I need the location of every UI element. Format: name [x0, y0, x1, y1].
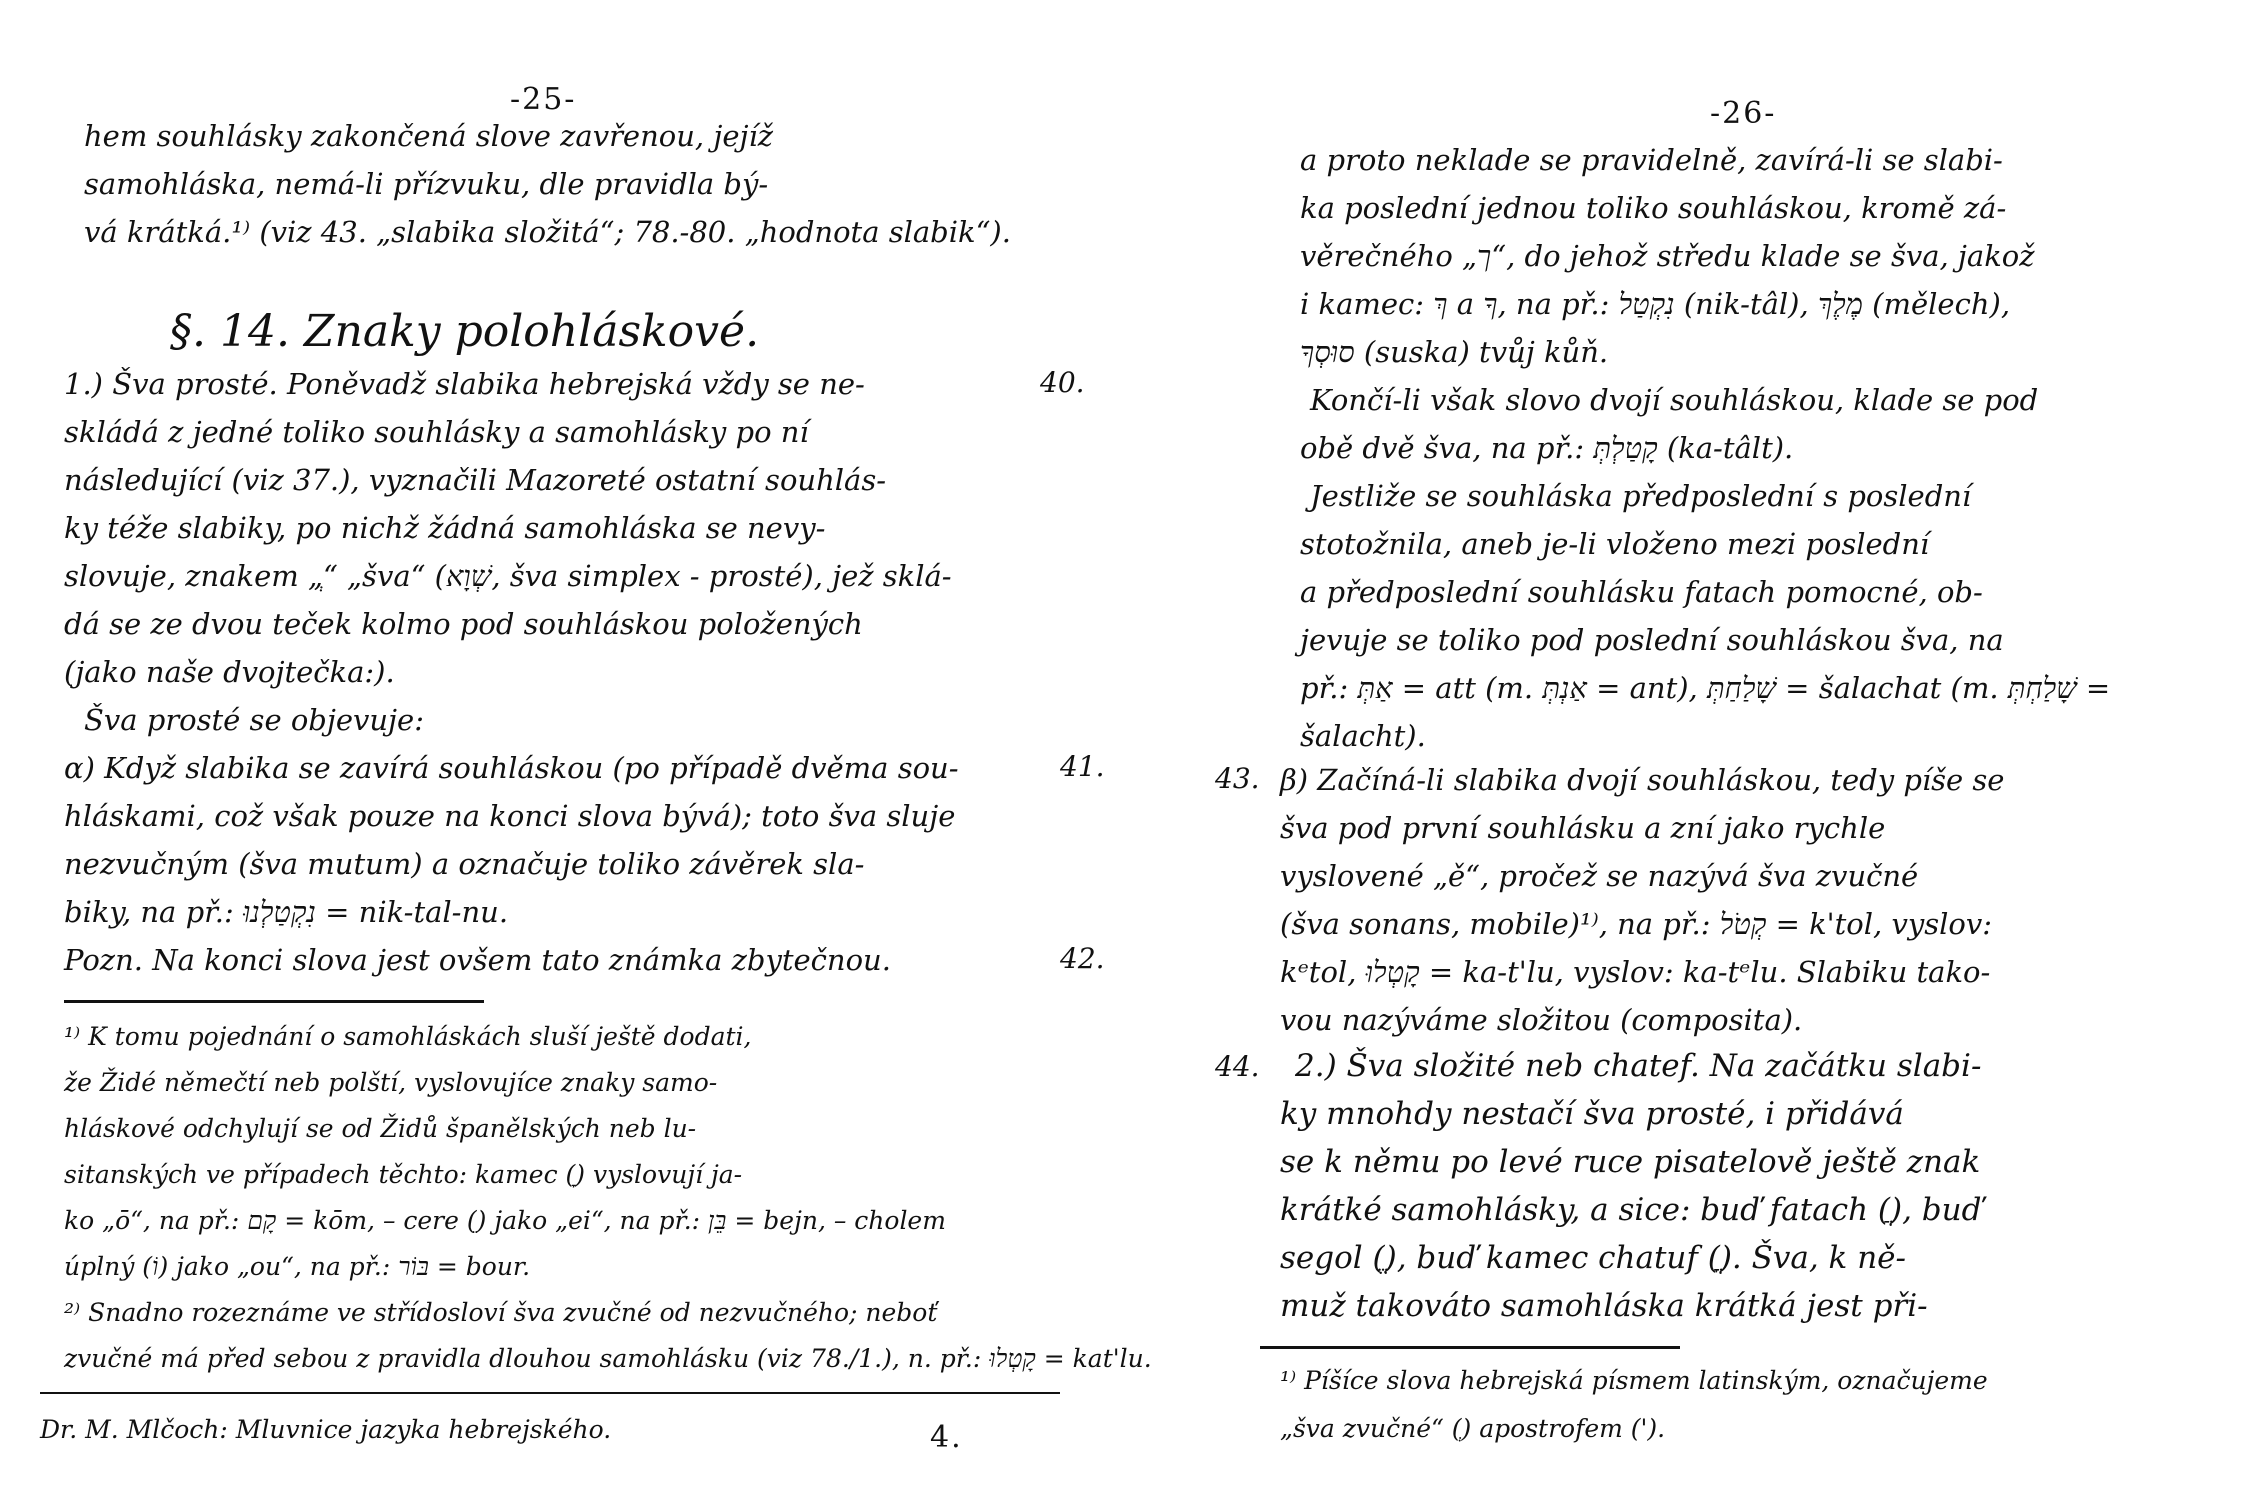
page-number-right: -26-	[1710, 96, 1777, 131]
text-line: ka poslední jednou toliko souhláskou, kromě zá-	[1300, 191, 2007, 225]
text-line: věrečného „ך“, do jehož středu klade se šva, jakož	[1300, 239, 2035, 273]
text-line: i kamec: ךְ a ךָ, na př.: נִקְטַל (nik-tâl), מֶלֶךְ (mělech),	[1300, 287, 2011, 321]
footnote-line: sitanských ve případech těchto: kamec (ָ) vyslovují ja-	[64, 1160, 743, 1189]
text-line: vou nazýváme složitou (composita).	[1280, 1003, 1803, 1037]
footnote-line: ²⁾ Snadno rozeznáme ve střídosloví šva zvučné od nezvučného; neboť	[64, 1298, 938, 1327]
margin-number: 44.	[1215, 1050, 1260, 1083]
bottom-rule	[40, 1392, 1060, 1394]
text-line: hem souhlásky zakončená slove zavřenou, jejíž	[84, 119, 774, 153]
text-line: (jako naše dvojtečka:).	[64, 655, 395, 689]
text-line: Šva prosté se objevuje:	[84, 703, 424, 737]
text-line: nezvučným (šva mutum) a označuje toliko závěrek sla-	[64, 847, 865, 881]
text-line: stotožnila, aneb je-li vloženo mezi poslední	[1300, 527, 1930, 561]
text-line: následující (viz 37.), vyznačili Mazoreté ostatní souhlás-	[64, 463, 886, 497]
right-page	[1130, 0, 2260, 1500]
text-line: Končí-li však slovo dvojí souhláskou, klade se pod	[1310, 383, 2039, 417]
text-line: se k němu po levé ruce pisatelově ještě znak	[1280, 1144, 1981, 1180]
author-signature: Dr. M. Mlčoch: Mluvnice jazyka hebrejského.	[40, 1415, 612, 1444]
text-line: (šva sonans, mobile)¹⁾, na př.: קְטֹל = k'tol, vyslov:	[1280, 907, 1993, 941]
margin-number: 43.	[1215, 762, 1260, 795]
text-line: skládá z jedné toliko souhlásky a samohlásky po ní	[64, 415, 809, 449]
text-line: biky, na př.: נִקְטַלְנוּ = nik-tal-nu.	[64, 895, 509, 929]
section-heading: §. 14. Znaky polohláskové.	[170, 306, 760, 357]
footnote-rule	[64, 1000, 484, 1003]
footnote-line: hláskové odchylují se od Židů španělských neb lu-	[64, 1114, 697, 1143]
margin-number: 41.	[1060, 750, 1105, 783]
text-line: ky mnohdy nestačí šva prosté, i přidává	[1280, 1096, 1904, 1132]
text-line: slovuje, znakem „ְ“ „šva“ (שְׁוָא, šva simplex - prosté), jež sklá-	[64, 559, 952, 593]
footnote-line: úplný (וֹ) jako „ou“, na př.: בּוֹר = bour.	[64, 1252, 531, 1281]
text-line: jevuje se toliko pod poslední souhláskou šva, na	[1300, 623, 2004, 657]
footnote-line: ¹⁾ K tomu pojednání o samohláskách sluší ještě dodati,	[64, 1022, 752, 1051]
text-line: vá krátká.¹⁾ (viz 43. „slabika složitá“; 78.-80. „hodnota slabik“).	[84, 215, 1011, 249]
text-line: hláskami, což však pouze na konci slova bývá); toto šva sluje	[64, 799, 956, 833]
text-line: ky téže slabiky, po nichž žádná samohláska se nevy-	[64, 511, 826, 545]
text-line: Jestliže se souhláska předposlední s poslední	[1310, 479, 1972, 513]
text-line: 1.) Šva prosté. Poněvadž slabika hebrejská vždy se ne-	[64, 367, 865, 401]
text-line: segol (ֱ), buď kamec chatuf (ֳ). Šva, k ně-	[1280, 1240, 1906, 1276]
text-line: př.: אַתְּ = att (m. אַנְתְּ = ant), שָׁלַחַתְּ = šalachat (m. שָׁלַחְתְּ =	[1300, 671, 2111, 705]
text-line: kᵉtol, קָטְלוּ = ka-t'lu, vyslov: ka-tᵉlu. Slabiku tako-	[1280, 955, 1991, 989]
text-line: a předposlední souhlásku fatach pomocné, ob-	[1300, 575, 1983, 609]
page-number-left: -25-	[510, 82, 577, 117]
footnote-line: zvučné má před sebou z pravidla dlouhou samohlásku (viz 78./1.), n. př.: קָטְלוּ = kat'lu.	[64, 1344, 1152, 1373]
text-line: šva pod první souhlásku a zní jako rychle	[1280, 811, 1886, 845]
text-line: muž takováto samohláska krátká jest při-	[1280, 1288, 1928, 1324]
text-line: šalacht).	[1300, 719, 1426, 753]
footnote-line: ¹⁾ Píšíce slova hebrejská písmem latinským, označujeme	[1280, 1366, 1988, 1395]
footnote-line: že Židé němečtí neb polští, vyslovujíce znaky samo-	[64, 1068, 718, 1097]
text-line: a proto neklade se pravidelně, zavírá-li se slabi-	[1300, 143, 2003, 177]
text-line: α) Když slabika se zavírá souhláskou (po případě dvěma sou-	[64, 751, 959, 785]
sheet-number: 4.	[930, 1420, 963, 1455]
footnote-line: ko „ō“, na př.: קָם = kōm, – cere (ֵ) jako „ei“, na př.: בֵּן = bejn, – cholem	[64, 1206, 946, 1235]
text-line: Pozn. Na konci slova jest ovšem tato známka zbytečnou.	[64, 943, 891, 977]
text-line: סוּסְךָ (suska) tvůj kůň.	[1300, 335, 1609, 369]
margin-number: 42.	[1060, 942, 1105, 975]
footnote-line: „šva zvučné“ (ְ) apostrofem (').	[1280, 1414, 1666, 1443]
footnote-rule	[1260, 1346, 1680, 1349]
text-line: dá se ze dvou teček kolmo pod souhláskou položených	[64, 607, 863, 641]
text-line: vyslovené „ě“, pročež se nazývá šva zvučné	[1280, 859, 1919, 893]
text-line: β) Začíná-li slabika dvojí souhláskou, tedy píše se	[1280, 763, 2005, 797]
text-line: obě dvě šva, na př.: קָטַלְתְּ (ka-tâlt).	[1300, 431, 1794, 465]
text-line: samohláska, nemá-li přízvuku, dle pravidla bý-	[84, 167, 769, 201]
text-line: 2.) Šva složité neb chatef. Na začátku slabi-	[1295, 1048, 1982, 1084]
margin-number: 40.	[1040, 366, 1085, 399]
text-line: krátké samohlásky, a sice: buď fatach (ֲ), buď	[1280, 1192, 1982, 1228]
